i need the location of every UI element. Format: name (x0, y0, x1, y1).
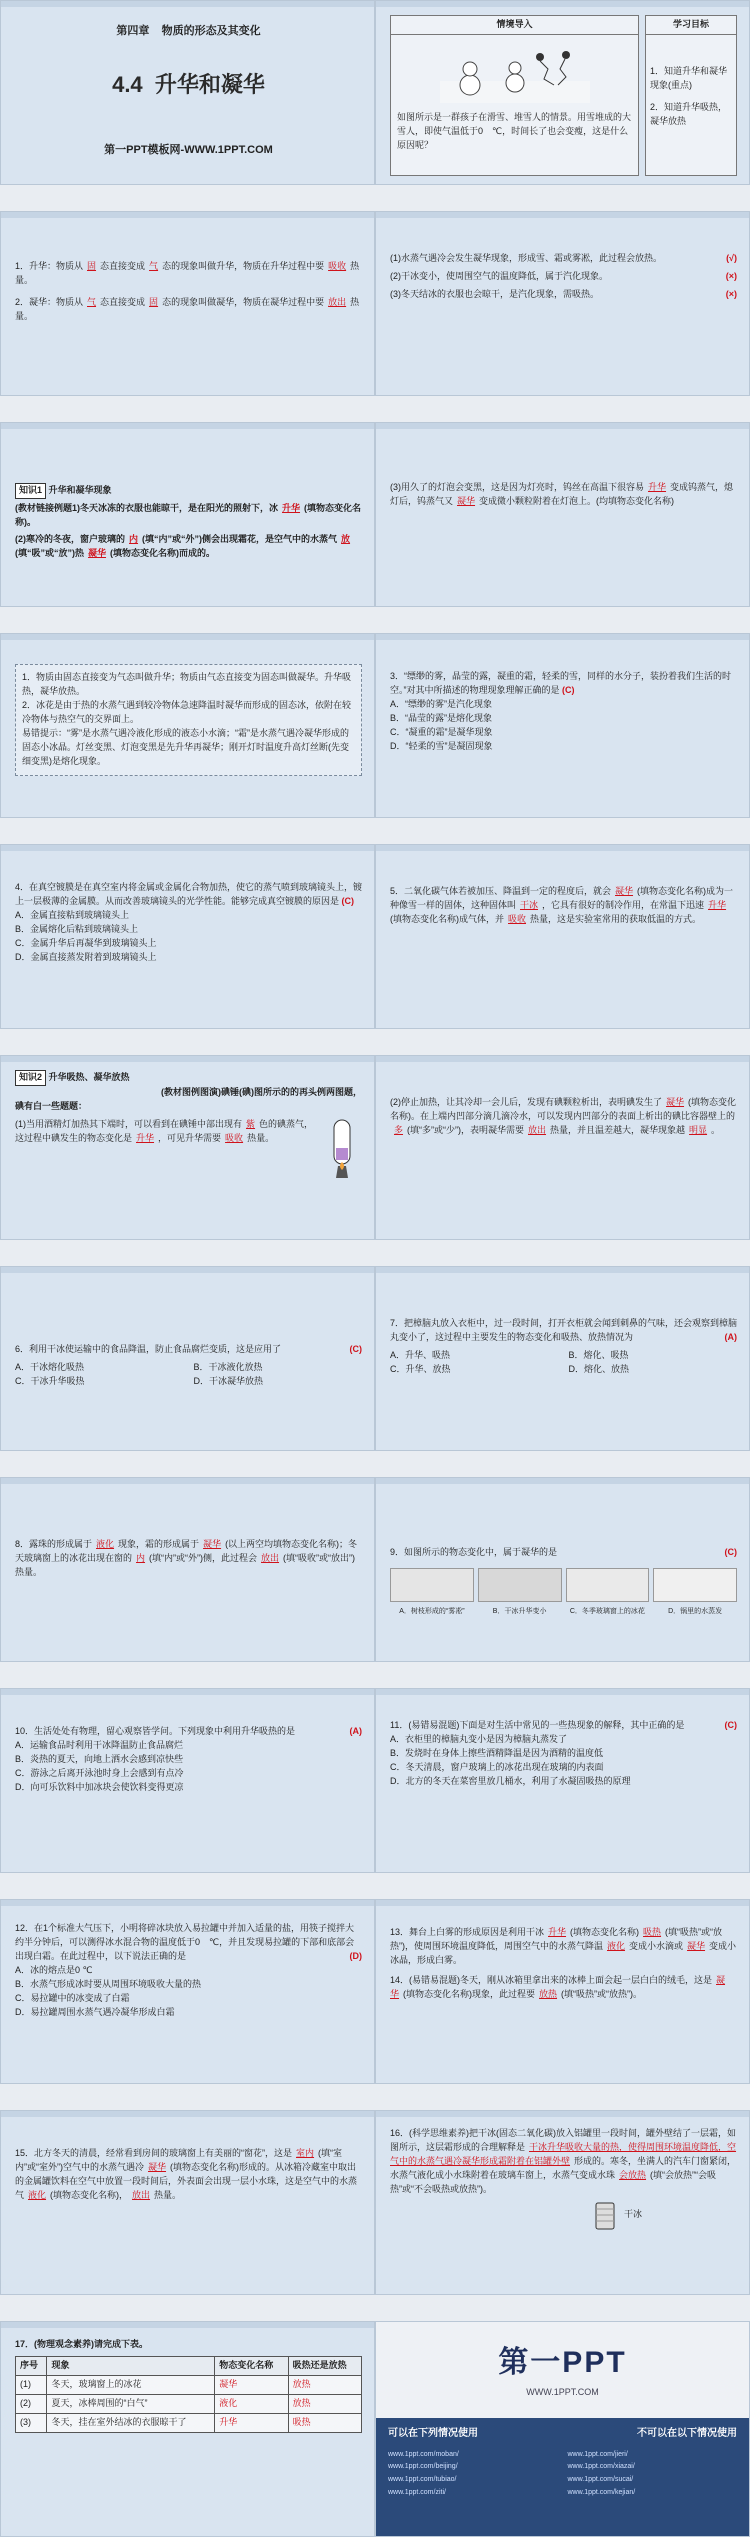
goals-header: 学习目标 (646, 16, 736, 35)
text: 热量。 (154, 2189, 182, 2200)
footer-link[interactable]: www.1ppt.com/ziti/ (388, 2489, 446, 2497)
text: 。 (711, 1124, 721, 1135)
slide-q15 (0, 2110, 375, 2295)
q8-text (15, 1538, 362, 1580)
cell: 液化 (215, 2394, 288, 2413)
q11-option-a: A．衣柜里的樟脑丸变小是因为樟脑丸蒸发了 (390, 1733, 568, 1744)
q6-text (15, 1343, 362, 1357)
cell: (1) (16, 2375, 47, 2394)
caption: D．锅里的水蒸发 (668, 1607, 723, 1615)
text: (填“吸热”或“放热”)。 (561, 1988, 643, 1999)
answer-blank: 升华 (136, 1132, 155, 1143)
q14-text (390, 1974, 737, 2002)
answer-blank: 放 (341, 533, 351, 544)
footer-link[interactable]: www.1ppt.com/moban/ (388, 2450, 459, 2458)
text: 10．生活处处有物理，留心观察皆学问。下列现象中利用升华吸热的是 (15, 1726, 296, 1736)
answer-blank: 凝华 (148, 2161, 167, 2172)
snowman-illustration (440, 41, 590, 103)
k2-body (15, 1118, 362, 1180)
answer-blank: 内 (129, 533, 139, 544)
text: 11．(易错易混题)下面是对生活中常见的一些热现象的解释，其中正确的是 (390, 1720, 685, 1730)
usage-headers (388, 2426, 737, 2442)
answer-blank: 凝华 (203, 1539, 222, 1549)
q10-option-a: A．运输食品时利用干冰降温防止食品腐烂 (15, 1739, 184, 1750)
text: 15．北方冬天的清晨，经常看到房间的玻璃窗上有美丽的“窗花”，这是 (15, 2148, 293, 2158)
text: 12．在1个标准大气压下，小明将碎冰块放入易拉罐中并加入适量的盐，用筷子搅拌大约半分钟后，可以测得冰水混合物的温度低于0 ℃，并且发现易拉罐的下部和底部会出现白霜。在此过程中，以下说法正确的是 (15, 1923, 355, 1961)
text: (2)停止加热，让其冷却一会儿后，发现有碘颗粒析出，表明碘发生了 (390, 1097, 663, 1107)
answer-blank: 固 (87, 261, 97, 271)
k1-p2 (15, 533, 362, 561)
text: 态的现象叫做升华，物质在升华过程中要 (162, 261, 325, 271)
footer-link[interactable]: www.1ppt.com/tubiao/ (388, 2476, 457, 2484)
text: 13．舞台上白雾的形成原因是利用干冰 (390, 1927, 545, 1937)
answer: (D) (349, 1950, 362, 1961)
q9-option-b (478, 1568, 562, 1618)
slide-knowledge-1 (0, 422, 375, 607)
text: (填物态变化名称)而成的。 (110, 547, 216, 558)
q9-option-a (390, 1568, 474, 1618)
text: 变成微小颗粒附着在灯泡上。(均填物态变化名称) (479, 495, 675, 506)
q7-text (390, 1317, 737, 1345)
table-row (16, 2413, 362, 2432)
knowledge-heading (15, 483, 362, 499)
answer-blank: 升华 (648, 482, 667, 492)
q16-text (390, 2127, 737, 2197)
site-logo: 第一PPT (498, 2345, 627, 2379)
iodine-tube-icon (322, 1118, 362, 1180)
summary-3: 易错提示：“雾”是水蒸气遇冷液化形成的液态小水滴；“霜”是水蒸气遇冷凝华形成的固态小冰晶。灯丝变黑、灯泡变黑是先升华再凝华；刚开灯时温度升高灯丝断(先变细变黑)是熔化现象。 (22, 727, 349, 766)
slide-q8 (0, 1477, 375, 1662)
table-header-row (16, 2356, 362, 2375)
cell: 放热 (288, 2394, 361, 2413)
text: 态直接变成 (100, 296, 146, 307)
answer: (C) (724, 1720, 737, 1730)
answer-blank: 凝华 (457, 495, 476, 506)
answer-blank: 升华 (708, 899, 727, 910)
text: 态直接变成 (100, 261, 146, 271)
answer-blank: 吸收 (508, 913, 527, 924)
text: 9．如图所示的物态变化中，属于凝华的是 (390, 1547, 558, 1557)
dry-ice-can-figure (590, 2199, 737, 2231)
answer-blank: 液化 (96, 1539, 115, 1549)
answer-blank: 吸收 (225, 1132, 244, 1143)
q9-text (390, 1546, 737, 1560)
answer-blank: 吸收 (328, 261, 347, 271)
footer-link[interactable]: www.1ppt.com/xiazai/ (567, 2463, 635, 2471)
answer: (×) (725, 270, 737, 281)
site-url: WWW.1PPT.COM (526, 2387, 599, 2398)
answer-blank: 内 (136, 1552, 146, 1563)
text: 变成钨蒸气，熄灯后，钨蒸气又 (390, 482, 734, 506)
text: (填物态变化名称) (570, 1927, 640, 1937)
cell: (2) (16, 2394, 47, 2413)
col-change: 物态变化名称 (215, 2356, 288, 2375)
text: (填“多”或“少”)，表明凝华需要 (407, 1124, 524, 1135)
slide-summary (0, 633, 375, 818)
aluminum-can-icon (590, 2199, 620, 2231)
q4-option-d: D．金属直接蒸发附着到玻璃镜头上 (15, 951, 157, 962)
text: 14．(易错易混题)冬天，刚从冰箱里拿出来的冰棒上面会起一层白白的绒毛，这是 (390, 1974, 713, 1985)
text: (填“吸热”或“放热”)，使周围环境温度降低，周围空气中的水蒸气降温 (390, 1927, 723, 1951)
col-index: 序号 (16, 2356, 47, 2375)
caption: C．冬季玻璃窗上的冰花 (569, 1607, 645, 1615)
text: 2．凝华：物质从 (15, 296, 84, 307)
knowledge-title: 升华吸热、凝华放热 (48, 1072, 130, 1082)
text: 5．二氧化碳气体若被加压、降温到一定的程度后，就会 (390, 886, 612, 896)
slide-title (0, 0, 375, 185)
slide-q4 (0, 844, 375, 1029)
goal-1: 1．知道升华和凝华现象(重点) (650, 65, 728, 90)
q11-option-b: B．发烧时在身体上擦些酒精降温是因为酒精的温度低 (390, 1747, 604, 1758)
answer: (C) (341, 895, 355, 906)
table-row (16, 2375, 362, 2394)
intro-header: 情境导入 (391, 16, 638, 35)
text: 热量，并且温差越大，凝华现象越 (550, 1124, 686, 1135)
text: 热量。 (15, 296, 360, 321)
def-deposition (15, 296, 362, 324)
text: 色的碘蒸气，这过程中碘发生的物态变化是 (15, 1118, 314, 1143)
text: (填物态变化名称)。在上端内凹部分滴几滴冷水，可以发现内凹部分的表面上析出的碘比容器壁上的 (390, 1097, 737, 1121)
text: (填物态变化名称)现象，此过程要 (403, 1988, 536, 1999)
chapter-title: 物质的形态及其变化 (161, 25, 261, 37)
text: (以上两空均填物态变化名称)；冬天玻璃窗上的冰花出现在窗的 (15, 1539, 358, 1563)
answer-blank: 多 (394, 1124, 404, 1135)
text: 现象，霜的形成属于 (118, 1539, 200, 1549)
text: (3)冬天结冰的衣服也会晾干，是汽化现象，需吸热。 (390, 288, 600, 299)
cell: 升华 (215, 2413, 288, 2432)
text: (1)水蒸气遇冷会发生凝华现象，形成雪、霜或雾凇，此过程会放热。 (390, 253, 663, 263)
cell: 冬天，玻璃窗上的冰花 (47, 2375, 215, 2394)
judge-2 (390, 270, 737, 284)
answer: (C) (562, 684, 575, 695)
q10-option-c: C．游泳之后离开泳池时身上会感到有点冷 (15, 1767, 184, 1778)
text: (2)干冰变小，使周围空气的温度降低，属于汽化现象。 (390, 270, 609, 281)
slide-iodine-2 (375, 1055, 750, 1240)
text: 4．在真空镀膜是在真空室内将金属或金属化合物加热，使它的蒸气喷到玻璃镜头上，镀上一层极薄的金属膜。从而改善玻璃镜头的光学性能。能够完成真空镀膜的原因是 (15, 882, 363, 906)
q7-option-a: A．升华、吸热 (390, 1349, 451, 1360)
q12-text (15, 1922, 362, 1964)
text: 变成小水滴或 (629, 1940, 684, 1951)
q17-table (15, 2356, 362, 2433)
text: 变成小冰晶，形成白雾。 (390, 1940, 737, 1965)
cell: 夏天，冰棒周围的“白气” (47, 2394, 215, 2413)
text: (填物态变化名称)成为一种像雪一样的固体，这种固体叫 (390, 886, 734, 910)
cell: 冬天，挂在室外结冰的衣服晾干了 (47, 2413, 215, 2432)
answer-blank: 凝华 (666, 1097, 685, 1107)
answer-blank: 放出 (132, 2189, 151, 2200)
footer-link[interactable]: www.1ppt.com/jieri/ (567, 2450, 628, 2458)
usage-forbidden: 不可以在以下情况使用 (637, 2428, 737, 2439)
text: 6．利用干冰使运输中的食品降温，防止食品腐烂变质，这是应用了 (15, 1344, 282, 1354)
slide-q3 (375, 633, 750, 818)
goal-2: 2．知道升华吸热，凝华放热 (650, 101, 728, 126)
k2-intro-b: 碘有白一些题题： (15, 1100, 88, 1111)
k1-p1 (15, 502, 362, 530)
text: 7．把樟脑丸放入衣柜中，过一段时间，打开衣柜就会闻到刺鼻的气味，还会观察到樟脑丸变小了，这过程中主要发生的物态变化和吸热、放热情况为 (390, 1318, 738, 1342)
q11-option-c: C．冬天清晨，窗户玻璃上的冰花出现在玻璃的内表面 (390, 1761, 604, 1772)
answer-blank: 放热 (539, 1988, 558, 1999)
slide-q7 (375, 1266, 750, 1451)
text: (填物态变化名称)成气体，并 (390, 913, 504, 924)
answer: (C) (724, 1547, 737, 1557)
answer-blank: 固 (149, 296, 159, 307)
answer: (A) (724, 1331, 737, 1342)
answer-blank: 凝华 (390, 1974, 726, 1999)
q6-option-b: B．干冰液化放热 (193, 1361, 263, 1372)
answer-blank: 液化 (28, 2189, 47, 2200)
q4-option-a: A．金属直接粘到玻璃镜头上 (15, 909, 130, 920)
q17-title: 17．(物理观念素养)请完成下表。 (15, 2339, 149, 2349)
col-heat: 吸热还是放热 (288, 2356, 361, 2375)
q9-option-d (653, 1568, 737, 1618)
q10-option-b: B．炎热的夏天，向地上洒水会感到凉快些 (15, 1753, 184, 1764)
q9-option-c (566, 1568, 650, 1618)
slide-footer-ad (375, 2321, 750, 2537)
window-frost-image (566, 1568, 650, 1602)
q4-option-b: B．金属熔化后粘到玻璃镜头上 (15, 923, 139, 934)
iodine2-text (390, 1096, 737, 1138)
q15-text (15, 2147, 362, 2203)
answer-blank: 凝华 (615, 886, 634, 896)
text: (填物态变化名称)。 (15, 502, 362, 527)
text: 16．(科学思维素养)把干冰(固态二氧化碳)放入铝罐里一段时间，罐外壁结了一层霜，如图所示，这层霜形成的合理解释是 (390, 2128, 737, 2152)
footer-link[interactable]: www.1ppt.com/beijing/ (388, 2463, 458, 2471)
site-label: 第一PPT模板网-WWW.1PPT.COM (104, 144, 273, 157)
text: (填物态变化名称)， (50, 2189, 129, 2200)
judge-1 (390, 252, 737, 266)
text: ，它具有很好的制冷作用，在常温下迅速 (542, 899, 705, 910)
slide-q10 (0, 1688, 375, 1873)
q3-option-d: D．“轻柔的雪”是凝固现象 (390, 740, 493, 751)
q11-text (390, 1719, 737, 1733)
text: (填“吸收”或“放出”)热量。 (15, 1552, 356, 1577)
text: ，可见升华需要 (158, 1132, 222, 1143)
q7-option-d: D．熔化、放热 (568, 1363, 629, 1374)
logo-area (376, 2322, 749, 2418)
text: (填“内”或“外”)侧，此过程会 (149, 1552, 258, 1563)
link-list (388, 2450, 737, 2499)
q3-option-b: B．“晶莹的露”是熔化现象 (390, 712, 492, 723)
text: 1．升华：物质从 (15, 261, 84, 271)
text: (填“内”或“外”)侧会出现霜花，是空气中的水蒸气 (142, 533, 338, 544)
slide-q16 (375, 2110, 750, 2295)
q13-text (390, 1926, 737, 1968)
summary-box (15, 664, 362, 776)
q11-option-d: D．北方的冬天在菜窖里放几桶水，利用了水凝固吸热的原理 (390, 1775, 631, 1786)
knowledge-tag: 知识2 (15, 1070, 46, 1086)
lesson-number: 4.4 (112, 72, 143, 98)
text: 热量。 (247, 1132, 275, 1143)
q7-options (390, 1349, 737, 1377)
q3-option-a: A．“缥缈的雾”是汽化现象 (390, 698, 492, 709)
answer: (A) (349, 1726, 362, 1736)
answer-blank: 液化 (607, 1940, 626, 1951)
slide-knowledge-2 (0, 1055, 375, 1240)
text: 3．“缥缈的雾，晶莹的露，凝重的霜，轻柔的雪，同样的水分子，装扮着我们生活的时空。”对其中所描述的物理现象理解正确的是 (390, 671, 732, 695)
text: (填“吸”或“放”)热 (15, 547, 84, 558)
cell: 放热 (288, 2375, 361, 2394)
footer-link[interactable]: www.1ppt.com/sucai/ (567, 2476, 634, 2484)
slide-intro (375, 0, 750, 185)
knowledge2-heading (15, 1070, 362, 1086)
text: (1)当用酒精灯加热其下端时，可以看到在碘锤中部出现有 (15, 1118, 243, 1129)
q3-option-c: C．“凝重的霜”是凝华现象 (390, 726, 493, 737)
q7-option-c: C．升华、放热 (390, 1363, 451, 1374)
k2-intro: (教材图例图演)碘锤(碘)图所示的的再头例两图题， (161, 1086, 362, 1097)
answer-blank: 吸热 (643, 1927, 662, 1937)
slide-q11 (375, 1688, 750, 1873)
answer-blank: 升华 (282, 502, 301, 513)
q4-option-c: C．金属升华后再凝华到玻璃镜头上 (15, 937, 157, 948)
slide-q6 (0, 1266, 375, 1451)
text: 形成的。寒冬，坐满人的汽车门窗紧闭，水蒸气液化成小水珠附着在玻璃车窗上，水蒸气变成水珠 (390, 2155, 737, 2180)
chapter-line (15, 23, 362, 40)
knowledge-tag: 知识1 (15, 483, 46, 499)
slide-judge (375, 211, 750, 396)
intro-text: 如图所示是一群孩子在滑雪、堆雪人的情景。用雪堆成的大雪人，即使气温低于0 ℃，时间长了也会变瘦，这是什么原因呢？ (397, 111, 632, 150)
q12-option-a: A．冰的熔点是0 ℃ (15, 1964, 93, 1975)
slide-q5 (375, 844, 750, 1029)
snow-scene-image (440, 41, 590, 103)
table-row (16, 2394, 362, 2413)
text: 热量。 (15, 261, 360, 285)
figure-caption: 干冰 (624, 2208, 643, 2219)
slide-definitions (0, 211, 375, 396)
answer-blank: 放出 (328, 296, 347, 307)
answer-blank: 凝华 (88, 547, 107, 558)
cell: 吸热 (288, 2413, 361, 2432)
caption: B．干冰升华变小 (492, 1607, 547, 1615)
intro-box (390, 15, 639, 176)
answer-blank: 气 (149, 261, 159, 271)
slide-q13-14 (375, 1899, 750, 2084)
answer-blank: 放出 (261, 1552, 280, 1563)
answer-blank: 凝华 (687, 1940, 706, 1951)
lamp-question (390, 481, 737, 509)
answer-blank: 升华 (548, 1927, 567, 1937)
q7-option-b: B．熔化、吸热 (568, 1349, 629, 1360)
answer-blank: 明显 (689, 1124, 708, 1135)
cell: 凝华 (215, 2375, 288, 2394)
def-sublimation (15, 260, 362, 288)
text: 热量，这是实验室常用的获取低温的方式。 (530, 913, 702, 924)
q10-option-d: D．向可乐饮料中加冰块会使饮料变得更凉 (15, 1781, 184, 1792)
q12-option-b: B．水蒸气形成冰时要从周围环境吸收大量的热 (15, 1978, 202, 1989)
q12-option-d: D．易拉罐周围水蒸气遇冷凝华形成白霜 (15, 2006, 175, 2017)
goals-box (645, 15, 737, 176)
answer-blank: 会放热 (619, 2169, 647, 2180)
cell: (3) (16, 2413, 47, 2432)
slide-q17 (0, 2321, 375, 2537)
answer: (C) (349, 1344, 362, 1354)
slide-lamp (375, 422, 750, 607)
frost-branch-image (390, 1568, 474, 1602)
lesson-title (15, 68, 362, 102)
answer-blank: 干冰 (520, 899, 539, 910)
q3-text (390, 670, 737, 698)
footer-link[interactable]: www.1ppt.com/kejian/ (567, 2489, 636, 2497)
slide-q12 (0, 1899, 375, 2084)
chapter: 第四章 (116, 25, 150, 37)
summary-1: 1．物质由固态直接变为气态叫做升华；物质由气态直接变为固态叫做凝华。升华吸热，凝华放热。 (22, 672, 352, 696)
boiling-pot-image (653, 1568, 737, 1602)
text: (填“室内”或“室外”)空气中的水蒸气遇冷 (15, 2148, 343, 2172)
caption: A．树枝形成的“雾凇” (399, 1607, 465, 1615)
answer: (√) (726, 253, 737, 263)
text: (填“会放热”“会吸热”或“不会吸热或放热”)。 (390, 2169, 717, 2194)
dry-ice-image (478, 1568, 562, 1602)
text: (3)用久了的灯泡会变黑，这是因为灯亮时，钨丝在高温下很容易 (390, 482, 645, 492)
answer: (×) (725, 288, 737, 299)
col-phenomenon: 现象 (47, 2356, 215, 2375)
usage-panel (376, 2418, 749, 2536)
q10-text (15, 1725, 362, 1739)
knowledge-title: 升华和凝华现象 (48, 485, 112, 495)
q6-options (15, 1361, 362, 1389)
text: (填物态变化名称)形成的。从冰箱冷藏室中取出的金属罐饮料在空气中放置一段时间后，外表面会出现一层小水珠，这是空气中的水蒸气 (15, 2161, 358, 2200)
q9-images (390, 1568, 737, 1618)
text: (教材链接例题1)冬天冰冻的衣服也能晾干，是在阳光的照射下，冰 (15, 502, 279, 513)
text: 态的现象叫做凝华，物质在凝华过程中要 (162, 296, 325, 307)
q12-option-c: C．易拉罐中的冰变成了白霜 (15, 1992, 130, 2003)
judge-3 (390, 288, 737, 302)
answer-blank: 室内 (296, 2148, 315, 2158)
answer-blank: 紫 (246, 1118, 256, 1129)
q6-option-c: C．干冰升华吸热 (15, 1375, 85, 1386)
answer-blank: 干冰升华吸收大量的热，使得周围环境温度降低，空气中的水蒸气遇冷凝华形成霜附着在铝罐外壁 (390, 2141, 737, 2166)
k2-p1 (15, 1118, 314, 1180)
q4-text (15, 881, 362, 909)
q6-option-d: D．干冰凝华放热 (193, 1375, 263, 1386)
q5-text (390, 885, 737, 927)
usage-allowed: 可以在下列情况使用 (388, 2428, 478, 2439)
summary-2: 2．冰花是由于热的水蒸气遇到较冷物体急速降温时凝华而形成的固态冰，依附在较冷物体与热空气的交界面上。 (22, 699, 352, 724)
text: 8．露珠的形成属于 (15, 1539, 93, 1549)
slide-q9 (375, 1477, 750, 1662)
answer-blank: 气 (87, 296, 97, 307)
lesson-name: 升华和凝华 (154, 72, 265, 98)
text: (2)寒冷的冬夜，窗户玻璃的 (15, 533, 126, 544)
q6-option-a: A．干冰熔化吸热 (15, 1361, 85, 1372)
answer-blank: 放出 (528, 1124, 547, 1135)
